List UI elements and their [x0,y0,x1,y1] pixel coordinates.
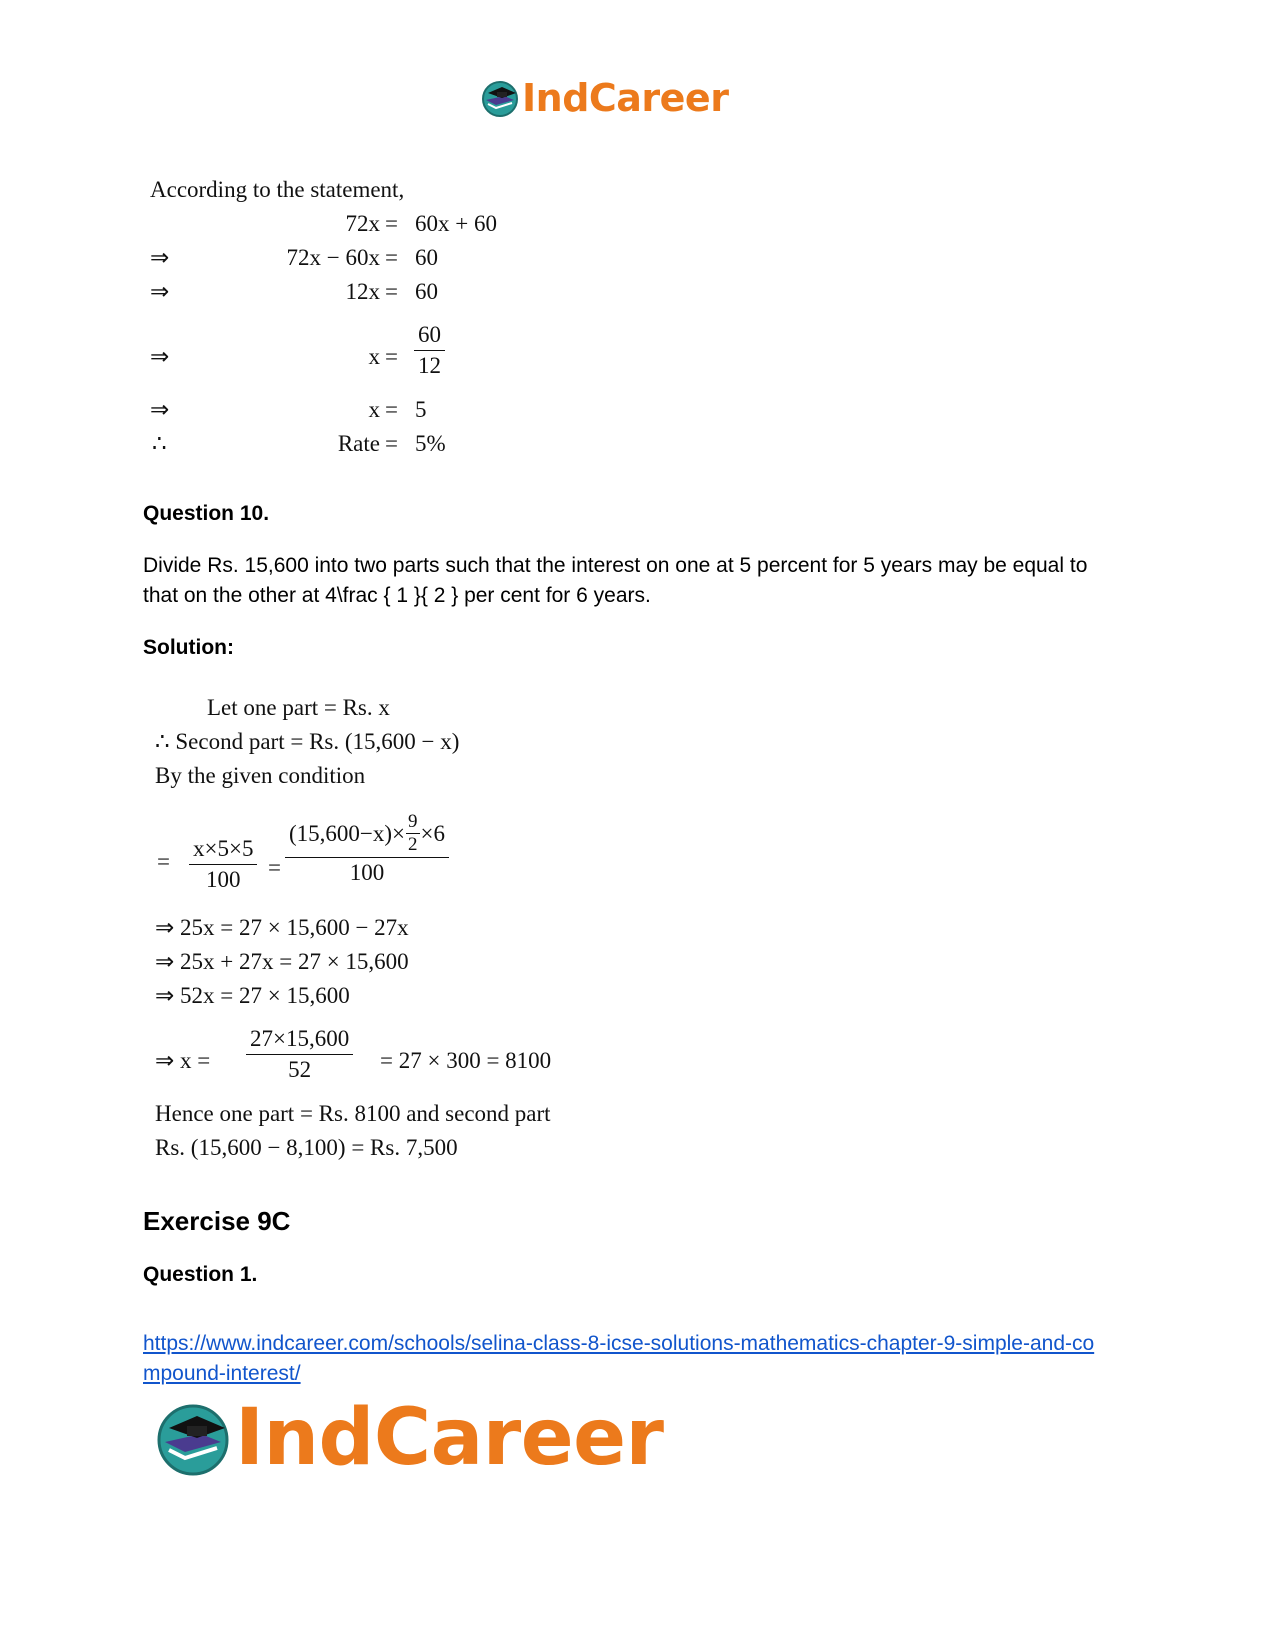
equals-sign: = [157,849,170,874]
fraction-denominator: 100 [349,860,385,885]
question-title: Question 1. [143,1263,258,1286]
equals-sign: = [385,344,398,369]
header-logo-text: IndCareer [522,76,729,120]
fraction-numerator: x×5×5 [189,836,257,865]
equals-sign: = [268,855,281,880]
eq-rhs: 60x + 60 [415,211,497,236]
solution-line: Let one part = Rs. x [207,695,390,720]
source-link[interactable]: https://www.indcareer.com/schools/selina-class-8-icse-solutions-mathematics-chapter-9-simple-and-compound-interest/ [143,1332,1095,1385]
solution-intro: According to the statement, [150,177,405,202]
equals-sign: = [385,397,398,422]
eq-lhs: Rate [337,431,380,456]
implies-symbol: ⇒ [150,279,170,304]
equals-sign: = [385,245,398,270]
solution-label: Solution: [143,636,234,659]
eq-lhs: 12x [345,279,380,304]
inner-numerator: 9 [408,811,418,832]
graduation-cap-book-icon [480,78,520,118]
equals-sign: = [385,211,398,236]
exercise-heading: Exercise 9C [143,1206,291,1236]
footer-logo [153,1393,664,1483]
fraction-numerator [285,812,449,858]
implies-symbol: ⇒ [150,397,170,422]
header-logo [480,78,728,118]
solution-step: ⇒ 25x + 27x = 27 × 15,600 [155,949,409,974]
solution-step-result: = 27 × 300 = 8100 [380,1048,552,1073]
solution-conclusion: Rs. (15,600 − 8,100) = Rs. 7,500 [155,1135,458,1160]
eq-lhs: x [368,397,380,422]
graduation-cap-book-icon [153,1398,233,1478]
numerator-part: (15,600−x)× [289,820,406,846]
eq-rhs: 5 [415,397,427,422]
fraction [414,322,445,379]
fraction-denominator: 12 [418,353,441,378]
eq-rhs: 60 [415,279,438,304]
question-title: Question 10. [143,502,270,525]
eq-lhs: 72x − 60x [286,245,380,270]
solution-step-prefix: ⇒ x = [155,1048,211,1073]
therefore-symbol: ∴ [152,431,167,456]
rhs-fraction [285,812,449,886]
fraction-numerator: 60 [414,322,445,351]
equals-sign: = [385,279,398,304]
equals-sign: = [385,431,398,456]
lhs-fraction [189,836,257,893]
fraction-denominator: 100 [205,867,241,892]
inner-denominator: 2 [408,834,418,855]
footer-logo-text: IndCareer [235,1393,664,1483]
fraction-numerator: 27×15,600 [246,1026,353,1055]
eq-lhs: x [368,344,380,369]
solution-line: ∴ Second part = Rs. (15,600 − x) [155,729,460,754]
implies-symbol: ⇒ [150,344,170,369]
numerator-part: ×6 [420,820,445,846]
solution-line: By the given condition [155,763,366,788]
solution-conclusion: Hence one part = Rs. 8100 and second part [155,1101,551,1126]
step-fraction [246,1026,353,1083]
eq-lhs: 72x [345,211,380,236]
eq-rhs: 5% [415,431,446,456]
solution-step: ⇒ 52x = 27 × 15,600 [155,983,350,1008]
fraction-denominator: 52 [288,1057,312,1082]
eq-rhs: 60 [415,245,438,270]
question-text: Divide Rs. 15,600 into two parts such that the interest on one at 5 percent for 5 years may be equal to that on the other at 4\frac { 1 }{ 2 } per cent for 6 years. [143,554,1088,607]
solution-step: ⇒ 25x = 27 × 15,600 − 27x [155,915,409,940]
implies-symbol: ⇒ [150,245,170,270]
inner-fraction [406,812,420,855]
